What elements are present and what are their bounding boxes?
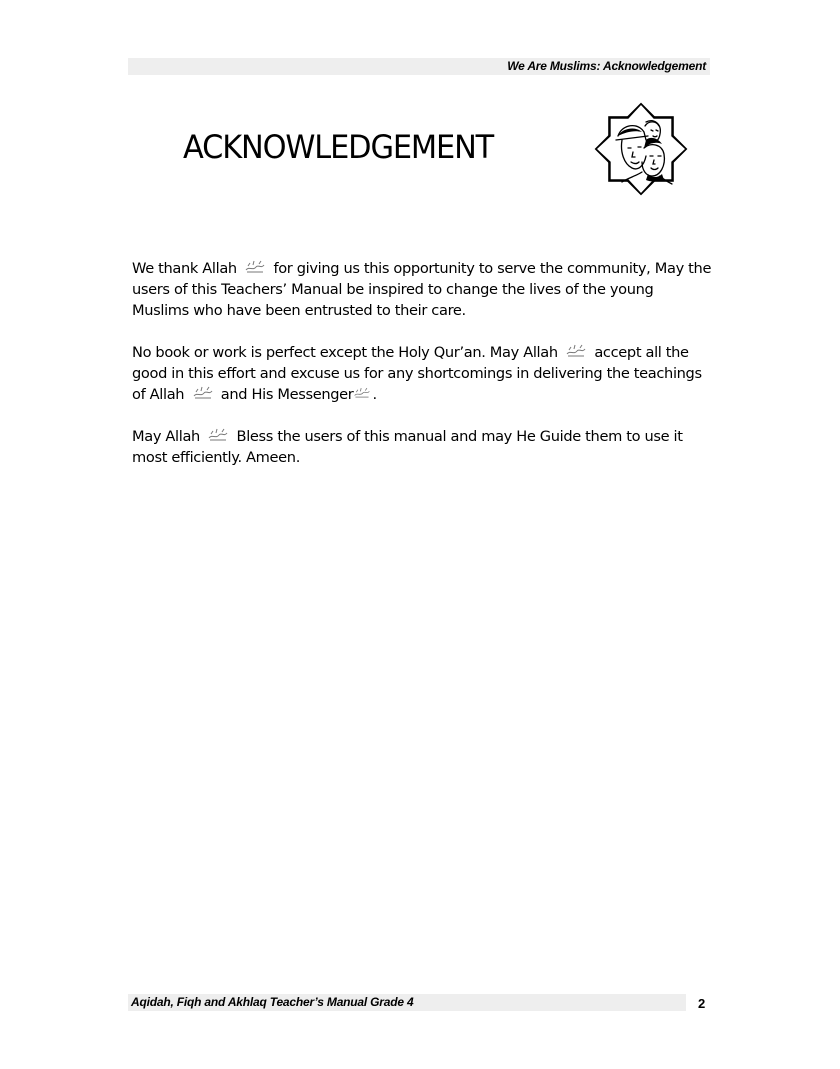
footer-manual-title: Aqidah, Fiqh and Akhlaq Teacher’s Manual Grade 4 <box>131 995 414 1009</box>
children-octagram-emblem-icon <box>588 96 694 202</box>
arabic-honorific-glyph-icon <box>207 428 229 442</box>
running-header-text: We Are Muslims: Acknowledgement <box>507 59 706 73</box>
running-header <box>128 58 710 75</box>
page-number: 2 <box>698 996 706 1011</box>
running-footer <box>128 994 686 1011</box>
arabic-honorific-glyph-icon <box>192 386 214 400</box>
paragraph-text: No book or work is perfect except the Holy Qur’an. May Allah <box>132 344 558 361</box>
paragraph-text: for giving us this opportunity to serve the community, May the users of this Teachers’ Manual be inspired to change the lives of the young Muslims who have been entrusted to their care. <box>132 260 712 319</box>
paragraph-thanks <box>132 258 712 321</box>
arabic-honorific-glyph-icon <box>353 386 371 400</box>
arabic-honorific-glyph-icon <box>565 344 587 358</box>
paragraph-text: May Allah <box>132 428 200 445</box>
paragraph-text: accept all the good in this effort and excuse us for any shortcomings in delivering the teachings of Allah <box>132 344 702 403</box>
paragraph-text: We thank Allah <box>132 260 237 277</box>
paragraph-text: . <box>372 386 377 403</box>
acknowledgement-body <box>132 258 712 489</box>
page-title: ACKNOWLEDGEMENT <box>183 128 494 166</box>
arabic-honorific-glyph-icon <box>244 260 266 274</box>
paragraph-text: Bless the users of this manual and may He Guide them to use it most efficiently. Ameen. <box>132 428 683 466</box>
paragraph-blessing <box>132 426 712 468</box>
paragraph-text: and His Messenger <box>220 386 354 403</box>
paragraph-disclaimer <box>132 342 712 405</box>
